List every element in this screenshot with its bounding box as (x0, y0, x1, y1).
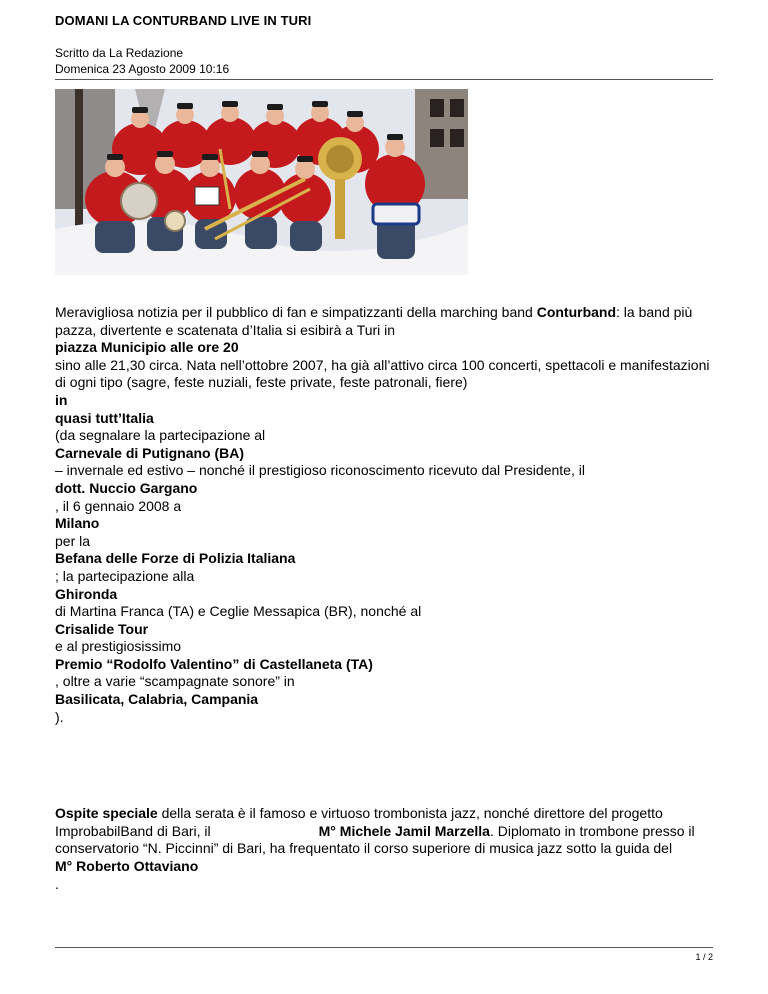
band-photo-illustration (55, 89, 468, 275)
text-run: ; la partecipazione alla (55, 567, 195, 584)
text-run: (da segnalare la partecipazione al (55, 427, 266, 444)
band-photo (55, 89, 468, 275)
text-run: ). (55, 708, 64, 725)
text-run: della serata è il famoso e virtuoso trombonista jazz, nonché direttore del progetto ImprobabilBand di Bari, il (55, 805, 663, 839)
text-run: , il 6 gennaio 2008 a (55, 497, 182, 514)
byline (55, 45, 229, 77)
text-run: . (55, 875, 59, 892)
bold-run: Ospite speciale (55, 805, 158, 822)
bold-run: Milano (55, 515, 100, 532)
footer-divider (55, 947, 713, 948)
guest-name: M° Michele Jamil Marzella (318, 822, 490, 839)
text-run: per la (55, 532, 91, 549)
paragraph-conturband (55, 304, 713, 726)
venue-time: piazza Municipio alle ore 20 (55, 339, 239, 356)
text-run: sino alle 21,30 circa. Nata nell’ottobre 2007, ha già all’attivo circa 100 concerti, spettacoli e manifestazioni di ogni tipo (sagre, feste nuziali, feste private, feste patronali, fiere) (55, 356, 710, 391)
bold-run: in (55, 391, 68, 408)
text-run: di Martina Franca (TA) e Ceglie Messapica (BR), nonché al (55, 603, 422, 620)
page-number: 1 / 2 (695, 952, 713, 962)
bold-run: quasi tutt’Italia (55, 409, 154, 426)
author-line: Scritto da La Redazione (55, 46, 184, 60)
text-run: – invernale ed estivo – nonché il prestigioso riconoscimento ricevuto dal Presidente, il (55, 462, 585, 479)
bold-run: Befana delle Forze di Polizia Italiana (55, 550, 296, 567)
text-run: e al prestigiosissimo (55, 638, 182, 655)
text-run: : la band più pazza, divertente e scatenata d’Italia si esibirà a Turi in (55, 304, 693, 338)
text-run: , oltre a varie “scampagnate sonore” in (55, 673, 295, 690)
article-body (55, 304, 713, 893)
bold-run: Ghironda (55, 585, 118, 602)
bold-run: Basilicata, Calabria, Campania (55, 691, 259, 708)
paragraph-special-guest (55, 805, 713, 893)
paragraph-gap (55, 726, 713, 805)
bold-run: Crisalide Tour (55, 620, 149, 637)
band-name: Conturband (536, 304, 617, 320)
bold-run: dott. Nuccio Gargano (55, 479, 198, 496)
text-run: Meravigliosa notizia per il pubblico di fan e simpatizzanti della marching band (55, 304, 537, 320)
bold-run: Carnevale di Putignano (BA) (55, 444, 245, 461)
article-title: DOMANI LA CONTURBAND LIVE IN TURI (55, 13, 312, 28)
date-line: Domenica 23 Agosto 2009 10:16 (55, 62, 230, 76)
header-divider (55, 79, 713, 80)
text-run: . Diplomato in trombone presso il conservatorio “N. Piccinni” di Bari, ha frequentato il corso superiore di musica jazz sotto la guida del (55, 822, 695, 857)
bold-run: M° Roberto Ottaviano (55, 858, 199, 875)
bold-run: Premio “Rodolfo Valentino” di Castellaneta (TA) (55, 655, 373, 672)
